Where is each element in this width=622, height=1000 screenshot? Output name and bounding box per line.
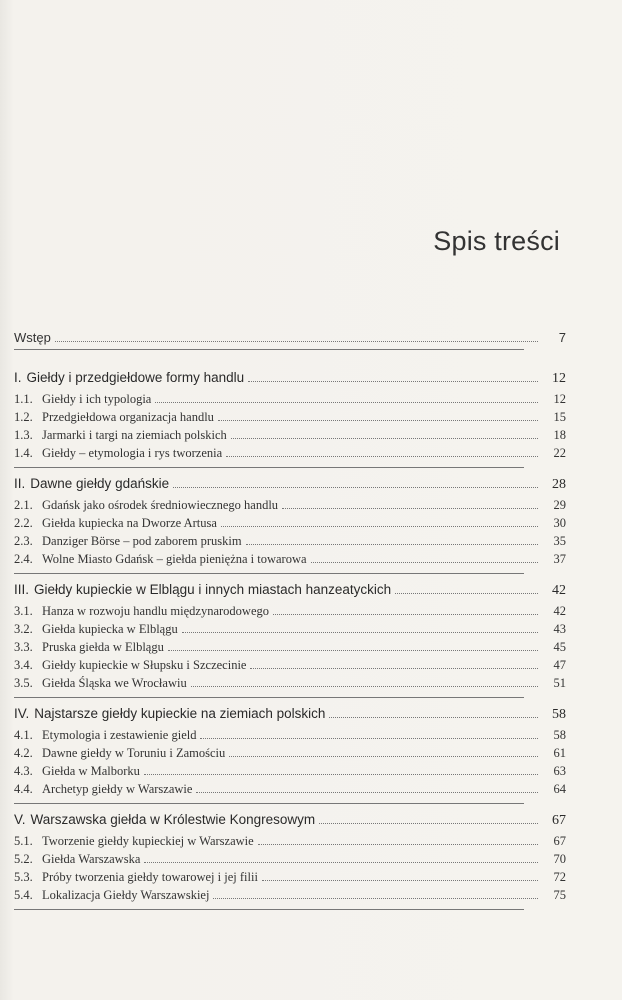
toc-chapter-label: Dawne giełdy gdańskie [30,476,170,491]
toc-section-label: Giełda kupiecka w Elblągu [42,622,178,636]
toc-section-page: 72 [553,870,566,884]
toc-section-label: Giełdy kupieckie w Słupsku i Szczecinie [42,658,247,672]
toc-section-label: Gdańsk jako ośrodek średniowiecznego handlu [42,498,279,512]
toc-section [14,533,566,549]
toc-section-label: Tworzenie giełdy kupieckiej w Warszawie [42,834,254,848]
toc-section [14,745,566,761]
toc-section-label: Wolne Miasto Gdańsk – giełda pieniężna i towarowa [42,552,307,566]
toc-section-label: Archetyp giełdy w Warszawie [42,782,193,796]
toc-section [14,427,566,443]
toc-section [14,621,566,637]
toc-section-label: Pruska giełda w Elblągu [42,640,164,654]
toc-section [14,657,566,673]
toc-chapter-page: 42 [552,583,566,598]
toc-chapter-label: Najstarsze giełdy kupieckie na ziemiach polskich [34,706,326,721]
toc-section [14,515,566,531]
toc-section-number: 2.4. [14,552,33,566]
toc-section [14,603,566,619]
toc-section-label: Giełdy i ich typologia [42,392,152,406]
toc-chapter-block [14,582,566,698]
toc-section-page: 22 [553,446,566,460]
toc-section [14,887,566,903]
leader-dots [168,640,538,651]
leader-dots [55,331,538,342]
toc-chapter-number: I. [14,370,22,385]
toc-section-page: 18 [553,428,566,442]
leader-dots [196,782,538,793]
leader-dots [155,392,538,403]
toc-section-number: 5.3. [14,870,33,884]
toc-section-page: 42 [553,604,566,618]
toc-section-label: Danziger Börse – pod zaborem pruskim [42,534,242,548]
toc-chapter-block [14,706,566,804]
toc-section-label: Giełdy – etymologia i rys tworzenia [42,446,223,460]
leader-dots [182,622,538,633]
toc-section [14,869,566,885]
toc-chapter [14,582,566,599]
toc-chapter [14,370,566,387]
toc-chapter-number: IV. [14,706,30,721]
toc-section-number: 4.2. [14,746,33,760]
toc-section-number: 1.2. [14,410,33,424]
toc-section-page: 61 [553,746,566,760]
toc-section [14,763,566,779]
toc-section-number: 1.1. [14,392,33,406]
leader-dots [173,476,538,488]
toc-chapter-block [14,370,566,468]
table-of-contents [14,330,566,918]
toc-intro-page: 7 [558,330,566,345]
toc-section-number: 3.1. [14,604,33,618]
toc-chapter [14,706,566,723]
toc-section-number: 3.3. [14,640,33,654]
toc-section [14,727,566,743]
toc-section-page: 51 [553,676,566,690]
toc-chapter-block [14,812,566,910]
toc-chapter-number: II. [14,476,26,491]
toc-section [14,833,566,849]
toc-section [14,497,566,513]
leader-dots [229,746,538,757]
toc-section-label: Próby tworzenia giełdy towarowej i jej filii [42,870,258,884]
toc-section-number: 1.4. [14,446,33,460]
toc-chapter-label: Giełdy kupieckie w Elblągu i innych miastach hanzeatyckich [34,582,392,597]
toc-chapter [14,476,566,493]
toc-chapter-number: III. [14,582,30,597]
toc-section-page: 37 [553,552,566,566]
leader-dots [258,834,538,845]
toc-chapter-page: 58 [552,707,566,722]
toc-section-label: Giełda Śląska we Wrocławiu [42,676,187,690]
leader-dots [329,706,538,718]
toc-section-label: Etymologia i zestawienie gield [42,728,197,742]
toc-chapter-label: Giełdy i przedgiełdowe formy handlu [26,370,245,385]
toc-section-number: 3.2. [14,622,33,636]
leader-dots [311,552,538,563]
toc-section-number: 4.3. [14,764,33,778]
toc-section [14,445,566,461]
toc-section [14,675,566,691]
toc-chapter-label: Warszawska giełda w Królestwie Kongresowym [30,812,316,827]
leader-dots [144,852,538,863]
toc-section-label: Przedgiełdowa organizacja handlu [42,410,214,424]
toc-section-page: 15 [553,410,566,424]
toc-section [14,409,566,425]
toc-section-number: 4.4. [14,782,33,796]
leader-dots [231,428,538,439]
toc-section-number: 2.2. [14,516,33,530]
toc-section-label: Hanza w rozwoju handlu międzynarodowego [42,604,270,618]
toc-section-page: 75 [553,888,566,902]
toc-section-page: 29 [553,498,566,512]
toc-section-label: Lokalizacja Giełdy Warszawskiej [42,888,210,902]
toc-section-page: 67 [553,834,566,848]
toc-section [14,781,566,797]
toc-section-page: 43 [553,622,566,636]
toc-section-number: 5.1. [14,834,33,848]
toc-section-number: 3.5. [14,676,33,690]
toc-section-page: 12 [553,392,566,406]
toc-chapter-number: V. [14,812,26,827]
toc-section [14,551,566,567]
leader-dots [282,498,538,509]
toc-section-label: Giełda Warszawska [42,852,141,866]
toc-section-page: 30 [553,516,566,530]
toc-section-number: 5.4. [14,888,33,902]
leader-dots [248,370,538,382]
toc-section [14,391,566,407]
leader-dots [262,870,538,881]
toc-section [14,851,566,867]
toc-section-page: 45 [553,640,566,654]
toc-chapter-block [14,476,566,574]
toc-section-page: 70 [553,852,566,866]
toc-section-label: Giełda w Malborku [42,764,140,778]
toc-chapter-page: 67 [552,813,566,828]
leader-dots [226,446,538,457]
leader-dots [273,604,538,615]
toc-chapter-page: 28 [552,477,566,492]
leader-dots [191,676,538,687]
toc-section-label: Dawne giełdy w Toruniu i Zamościu [42,746,226,760]
leader-dots [246,534,538,545]
divider [14,349,524,350]
toc-section [14,639,566,655]
toc-intro-label: Wstęp [14,330,51,345]
toc-section-number: 4.1. [14,728,33,742]
leader-dots [218,410,538,421]
toc-intro [14,330,566,345]
toc-section-page: 58 [553,728,566,742]
toc-chapters [14,370,566,910]
toc-section-number: 2.1. [14,498,33,512]
leader-dots [144,764,538,775]
toc-section-number: 2.3. [14,534,33,548]
toc-section-page: 47 [553,658,566,672]
leader-dots [200,728,538,739]
toc-chapter-page: 12 [552,371,566,386]
leader-dots [221,516,538,527]
toc-chapter [14,812,566,829]
toc-section-page: 64 [553,782,566,796]
page-title: Spis treści [433,226,560,256]
leader-dots [213,888,538,899]
toc-section-number: 3.4. [14,658,33,672]
leader-dots [250,658,538,669]
toc-section-label: Giełda kupiecka na Dworze Artusa [42,516,217,530]
toc-section-number: 1.3. [14,428,33,442]
toc-section-label: Jarmarki i targi na ziemiach polskich [42,428,227,442]
toc-section-number: 5.2. [14,852,33,866]
toc-section-page: 35 [553,534,566,548]
toc-section-page: 63 [553,764,566,778]
leader-dots [395,582,538,594]
leader-dots [319,812,538,824]
